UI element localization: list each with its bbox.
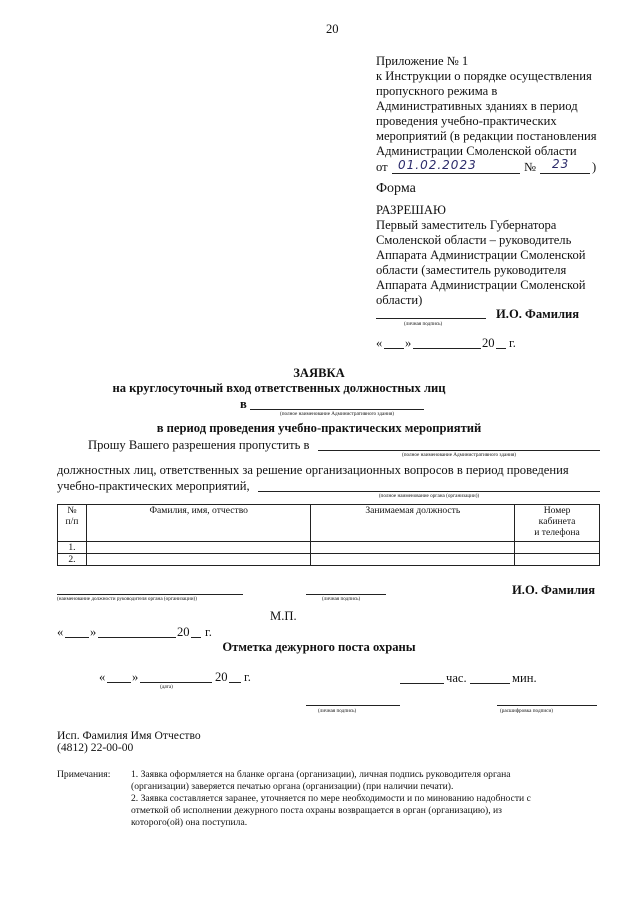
- head-signature-caption: (личная подпись): [322, 596, 361, 602]
- approval-line: Первый заместитель Губернатора: [376, 218, 557, 232]
- approval-signature-caption: (личная подпись): [404, 321, 443, 327]
- security-hours-line: [400, 683, 444, 684]
- table-row: [58, 554, 600, 566]
- security-minutes-line: [470, 683, 510, 684]
- persons-table: [57, 504, 600, 566]
- appendix-block: [376, 54, 626, 159]
- appendix-line: мероприятий (в редакции постановления: [376, 129, 597, 143]
- request-building-caption: (полное наименование Административного здания): [402, 452, 516, 458]
- form-label: Форма: [376, 181, 416, 196]
- head-year-line: [191, 637, 201, 638]
- table-header-number: № п/п: [58, 505, 87, 542]
- document-title: ЗАЯВКА: [293, 366, 345, 380]
- appendix-line: Администрации Смоленской области: [376, 144, 577, 158]
- head-signature-line: [306, 594, 386, 595]
- table-cell: [515, 542, 600, 554]
- security-date-mid: »: [132, 670, 139, 684]
- approval-date-open: «: [376, 336, 383, 350]
- request-text: Прошу Вашего разрешения пропустить в: [88, 438, 310, 452]
- security-decoding-caption: (расшифровка подписи): [500, 708, 553, 714]
- approval-line: области): [376, 293, 423, 307]
- head-position-caption: (наименование должности руководителя органа (организации)): [57, 596, 197, 602]
- title-building-line: [250, 409, 424, 410]
- security-heading: Отметка дежурного поста охраны: [222, 640, 416, 654]
- org-caption: (полное наименование органа (организации)): [378, 493, 480, 499]
- note-line: 2. Заявка составляется заранее, уточняется по мере необходимости и по минованию надобности с: [131, 793, 531, 804]
- approval-line: Аппарата Администрации Смоленской: [376, 278, 586, 292]
- approval-heading: РАЗРЕШАЮ: [376, 203, 446, 217]
- appendix-line: Приложение № 1: [376, 54, 469, 68]
- table-header-room: Номер кабинета и телефона: [515, 505, 600, 542]
- notes-body: [131, 769, 603, 829]
- note-line: (организации) заверяется печатью органа (организации) (при наличии печати).: [131, 781, 454, 792]
- events-text: учебно-практических мероприятий,: [57, 479, 250, 493]
- approval-year-line: [496, 348, 506, 349]
- document-subtitle: на круглосуточный вход ответственных должностных лиц: [112, 381, 446, 395]
- head-signer-name: И.О. Фамилия: [512, 583, 596, 597]
- responsible-text: должностных лиц, ответственных за решение организационных вопросов в период проведения: [57, 463, 569, 477]
- approval-year-text: 20: [482, 336, 495, 350]
- appendix-line: проведения учебно-практических: [376, 114, 557, 128]
- note-line: которого(ой) она поступила.: [131, 817, 248, 828]
- notes-label: Примечания:: [57, 769, 111, 780]
- note-line: 1. Заявка оформляется на бланке органа (организации), личная подпись руководителя органа: [131, 769, 511, 780]
- security-year-suffix: г.: [244, 670, 251, 684]
- head-date-open: «: [57, 625, 64, 639]
- table-cell: [311, 554, 515, 566]
- stamp-label: М.П.: [270, 609, 297, 623]
- executor-phone: (4812) 22-00-00: [57, 741, 134, 754]
- head-year-text: 20: [177, 625, 190, 639]
- appendix-line: пропускного режима в: [376, 84, 498, 98]
- approval-line: области (заместитель руководителя: [376, 263, 567, 277]
- security-minutes-label: мин.: [512, 671, 537, 685]
- appendix-from-label: от: [376, 160, 388, 174]
- note-line: отметкой об исполнении дежурного поста охраны возвращается в орган (организацию), из: [131, 805, 502, 816]
- head-year-suffix: г.: [205, 625, 212, 639]
- table-row: [58, 542, 600, 554]
- approval-date-mid: »: [405, 336, 412, 350]
- head-day-line: [65, 637, 89, 638]
- table-header-position: Занимаемая должность: [311, 505, 515, 542]
- appendix-number-line: [540, 173, 590, 174]
- approval-month-line: [413, 348, 481, 349]
- table-header-name: Фамилия, имя, отчество: [86, 505, 311, 542]
- security-hours-label: час.: [446, 671, 467, 685]
- appendix-number-label: №: [524, 160, 537, 174]
- approval-line: Аппарата Администрации Смоленской: [376, 248, 586, 262]
- table-cell: [311, 542, 515, 554]
- appendix-close-paren: ): [592, 160, 597, 174]
- document-subtitle-period: в период проведения учебно-практических мероприятий: [156, 421, 482, 435]
- table-header-row: [58, 505, 600, 542]
- title-building-caption: (полное наименование Административного здания): [280, 411, 394, 417]
- appendix-date-handwritten: 01.02.2023: [398, 158, 477, 172]
- approval-year-suffix: г.: [509, 336, 516, 350]
- table-cell: 2.: [58, 554, 87, 566]
- approval-signature-line: [376, 318, 486, 319]
- security-month-line: [140, 682, 212, 683]
- security-signature-caption: (личная подпись): [318, 708, 357, 714]
- appendix-number-handwritten: 23: [552, 157, 570, 171]
- org-line: [258, 491, 600, 492]
- appendix-line: Административных зданиях в период: [376, 99, 578, 113]
- head-position-line: [57, 594, 243, 595]
- approval-day-line: [384, 348, 404, 349]
- approval-block: [376, 203, 616, 308]
- security-signature-line: [306, 705, 400, 706]
- page-number: 20: [326, 22, 339, 36]
- security-date-caption: (дата): [160, 684, 173, 690]
- approval-line: Смоленской области – руководитель: [376, 233, 572, 247]
- security-day-line: [107, 682, 131, 683]
- approval-signer-name: И.О. Фамилия: [496, 307, 580, 321]
- title-in-word: в: [240, 397, 247, 411]
- security-date-open: «: [99, 670, 106, 684]
- table-cell: [86, 554, 311, 566]
- security-decoding-line: [497, 705, 597, 706]
- executor-name: Исп. Фамилия Имя Отчество: [57, 729, 201, 742]
- head-month-line: [98, 637, 176, 638]
- request-building-line: [318, 450, 600, 451]
- head-date-mid: »: [90, 625, 97, 639]
- table-cell: [86, 542, 311, 554]
- appendix-date-line: [392, 173, 520, 174]
- table-cell: 1.: [58, 542, 87, 554]
- security-year-text: 20: [215, 670, 228, 684]
- appendix-line: к Инструкции о порядке осуществления: [376, 69, 592, 83]
- security-year-line: [229, 682, 241, 683]
- table-cell: [515, 554, 600, 566]
